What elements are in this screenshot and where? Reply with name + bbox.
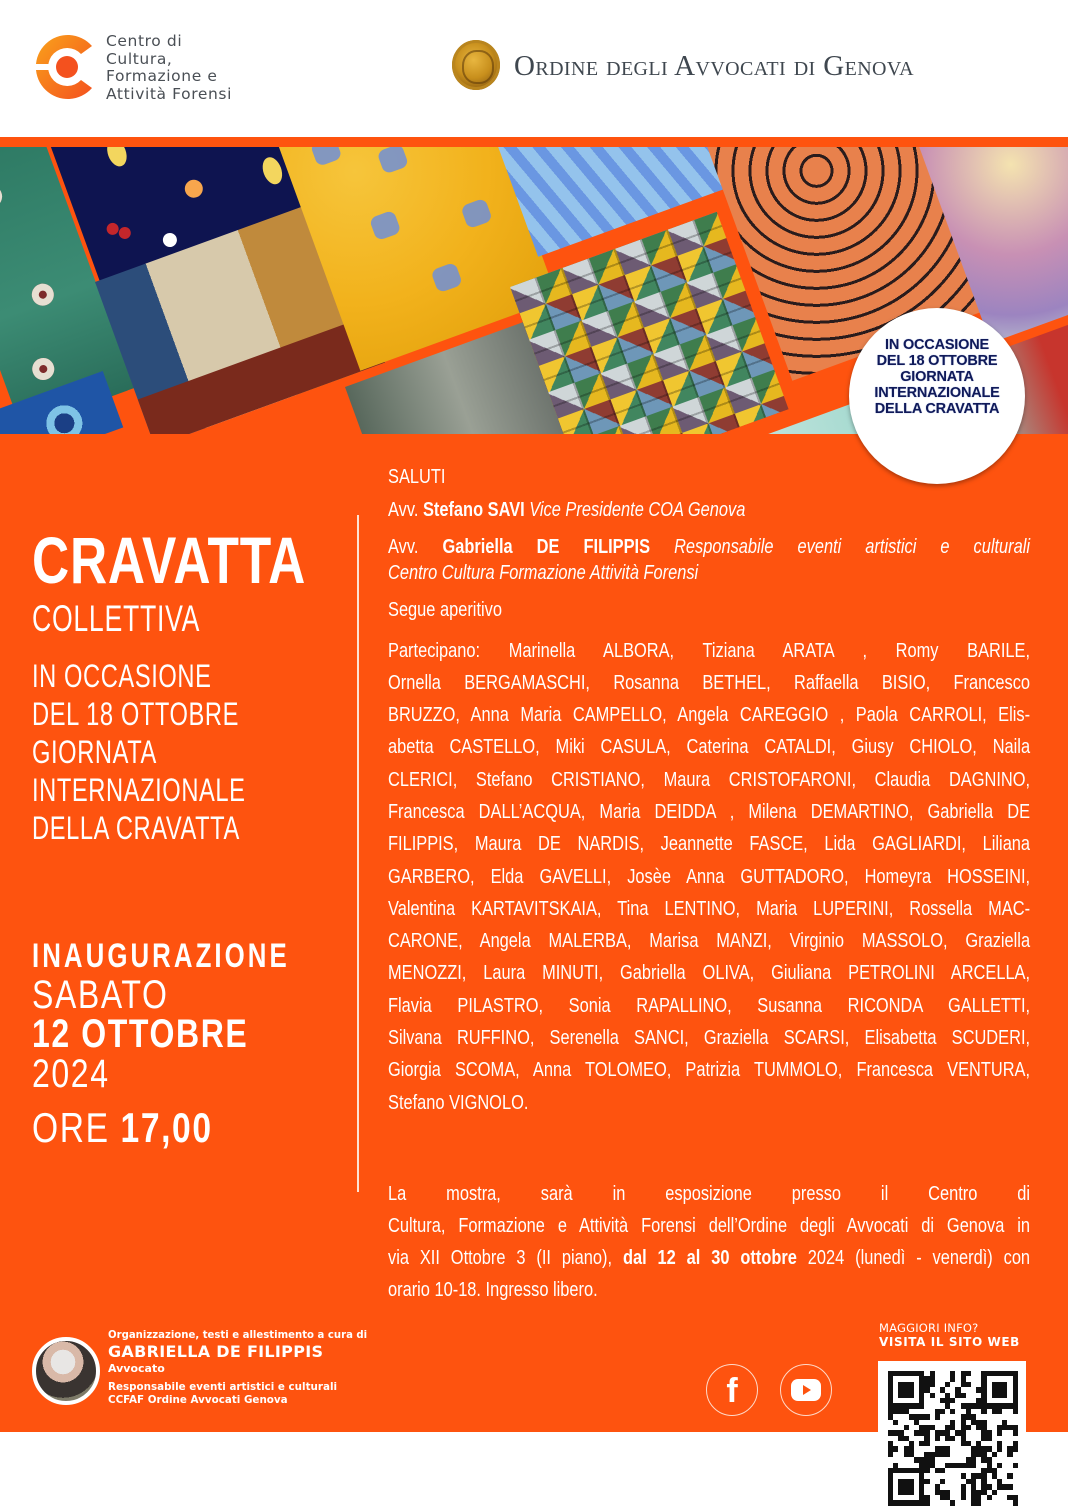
exhibit-dates: dal 12 al 30 ottobre: [622, 1247, 797, 1269]
badge-line: IN OCCASIONE: [885, 337, 989, 353]
speaker-1: [388, 494, 914, 527]
event-title-block: [32, 525, 352, 847]
exhibit-line: orario 10-18. Ingresso libero.: [388, 1279, 598, 1301]
organizer-block: [108, 1328, 390, 1406]
organizer-name: GABRIELLA DE FILIPPIS: [108, 1342, 324, 1361]
participants-line: abetta CASTELLO, Miki CASULA, Caterina CATALDI, Giusy CHIOLO, Naila: [388, 736, 1031, 759]
occasion-badge: [849, 308, 1025, 484]
inauguration-time: [32, 1106, 303, 1150]
facebook-button[interactable]: [706, 1364, 758, 1416]
inauguration-label: INAUGURAZIONE: [32, 937, 290, 975]
occasion-line: IN OCCASIONE: [32, 658, 212, 694]
ccfaf-logo-text: [106, 33, 232, 103]
badge-line: DEL 18 OTTOBRE: [876, 353, 998, 369]
occasion-text: [32, 657, 269, 847]
exhibit-days: 2024 (lunedì - venerdì) con: [807, 1247, 1031, 1269]
ordine-title: Ordine degli Avvocati di Genova: [514, 50, 915, 82]
participants-line: Partecipano: Marinella ALBORA, Tiziana ARATA , Romy BARILE,: [388, 639, 1031, 662]
inauguration-block: [32, 936, 371, 1150]
details-column: [388, 461, 1030, 1119]
exhibit-line: Cultura, Formazione e Attività Forensi dell’Ordine degli Avvocati di Genova in: [388, 1215, 1031, 1237]
speaker-2-line1: [388, 534, 1030, 560]
badge-line: INTERNAZIONALE: [874, 385, 1000, 401]
aperitif-note: Segue aperitivo: [388, 599, 502, 621]
occasion-line: DEL 18 OTTOBRE: [32, 696, 240, 732]
participants-line: CARONE, Angela MALERBA, Marisa MANZI, Virginio MASSOLO, Graziella: [388, 930, 1031, 953]
badge-line: GIORNATA: [900, 369, 974, 385]
participants-line: FILIPPIS, Maura DE NARDIS, Jeannette FASCE, Lida GAGLIARDI, Liliana: [388, 833, 1031, 856]
participants-line: Silvana RUFFINO, Serenella SANCI, Graziella SCARSI, Elisabetta SCUDERI,: [388, 1027, 1031, 1050]
time-prefix: ORE: [32, 1104, 110, 1151]
facebook-icon: f: [726, 1372, 738, 1410]
participants-line: Valentina KARTAVITSKAIA, Tina LENTINO, Maria LUPERINI, Rossella MAC-: [388, 897, 1031, 920]
speaker-role: Responsabile eventi artistici e culturali: [674, 536, 1031, 558]
exhibit-line: [388, 1242, 1030, 1274]
ccfaf-text-line: Attività Forensi: [106, 84, 232, 103]
speaker-name: Gabriella DE FILIPPIS: [442, 536, 651, 558]
ccfaf-logo-icon: [34, 32, 96, 102]
ordine-seal-icon: [452, 40, 500, 90]
more-info: [879, 1322, 1020, 1349]
organizer-intro: Organizzazione, testi e allestimento a cura di: [108, 1328, 368, 1341]
participants-line: Flavia PILASTRO, Sonia RAPALLINO, Susanna RICONDA GALLETTI,: [388, 994, 1031, 1017]
website-qr-code[interactable]: [878, 1361, 1026, 1511]
time-value: 17,00: [120, 1104, 213, 1151]
more-info-cta: VISITA IL SITO WEB: [879, 1335, 1020, 1349]
speaker-role: Vice Presidente COA Genova: [529, 498, 746, 521]
occasion-line: GIORNATA: [32, 734, 157, 770]
event-subtitle: COLLETTIVA: [32, 598, 201, 639]
speaker-role-line2: Centro Cultura Formazione Attività Forensi: [388, 562, 699, 584]
inauguration-day: SABATO: [32, 973, 169, 1017]
participants-line: Giorgia SCOMA, Anna TOLOMEO, Patrizia TUMMOLO, Francesca VENTURA,: [388, 1059, 1031, 1082]
greetings-label: SALUTI: [388, 466, 446, 488]
qr-code-icon: [888, 1371, 1020, 1506]
exhibition-info: [388, 1178, 1030, 1306]
column-divider: [357, 515, 359, 1192]
responsibility-line: CCFAF Ordine Avvocati Genova: [108, 1393, 288, 1406]
speaker-prefix: Avv.: [388, 498, 419, 521]
participants-line: CLERICI, Stefano CRISTIANO, Maura CRISTOFARONI, Claudia DAGNINO,: [388, 768, 1031, 791]
participants-line: Ornella BERGAMASCHI, Rosanna BETHEL, Raffaella BISIO, Francesco: [388, 671, 1031, 694]
ccfaf-text-line: Centro di: [106, 32, 183, 50]
occasion-line: INTERNAZIONALE: [32, 772, 246, 808]
responsibility-line: Responsabile eventi artistici e culturali: [108, 1380, 338, 1393]
youtube-button[interactable]: [780, 1364, 832, 1416]
ccfaf-text-line: Formazione e: [106, 67, 218, 85]
participants-line: Stefano VIGNOLO.: [388, 1091, 529, 1114]
participants-line: MENOZZI, Laura MINUTI, Gabriella OLIVA, Giuliana PETROLINI ARCELLA,: [388, 962, 1031, 985]
speaker-prefix: Avv.: [388, 536, 419, 558]
participants-line: Francesca DALL’ACQUA, Maria DEIDDA , Milena DEMARTINO, Gabriella DE: [388, 800, 1031, 823]
inauguration-date: 12 OTTOBRE: [32, 1012, 249, 1056]
header: [0, 0, 1068, 137]
speaker-name: Stefano SAVI: [422, 498, 525, 521]
inauguration-year: 2024: [32, 1052, 110, 1096]
organizer-responsibility: [108, 1380, 373, 1406]
participants-line: BRUZZO, Anna Maria CAMPELLO, Angela CAREGGIO , Paola CARROLI, Elis-: [388, 704, 1031, 727]
exhibit-line: La mostra, sarà in esposizione presso il Centro di: [388, 1183, 1031, 1205]
youtube-icon: [791, 1379, 821, 1401]
speaker-2: [388, 534, 1030, 586]
occasion-line: DELLA CRAVATTA: [32, 810, 240, 846]
event-title: CRAVATTA: [32, 523, 307, 597]
participants-list: [388, 635, 1030, 1119]
organizer-title: Avvocato: [108, 1362, 165, 1375]
exhibit-address: via XII Ottobre 3 (II piano),: [388, 1247, 613, 1269]
more-info-question: MAGGIORI INFO?: [879, 1321, 979, 1335]
participants-line: GARBERO, Elda GAVELLI, Josèe Anna GUTTADORO, Homeyra HOSSEINI,: [388, 865, 1031, 888]
organizer-avatar: [32, 1337, 100, 1405]
ccfaf-text-line: Cultura,: [106, 49, 173, 68]
badge-line: DELLA CRAVATTA: [874, 401, 1000, 417]
speaker-2-line2: [388, 560, 1030, 586]
